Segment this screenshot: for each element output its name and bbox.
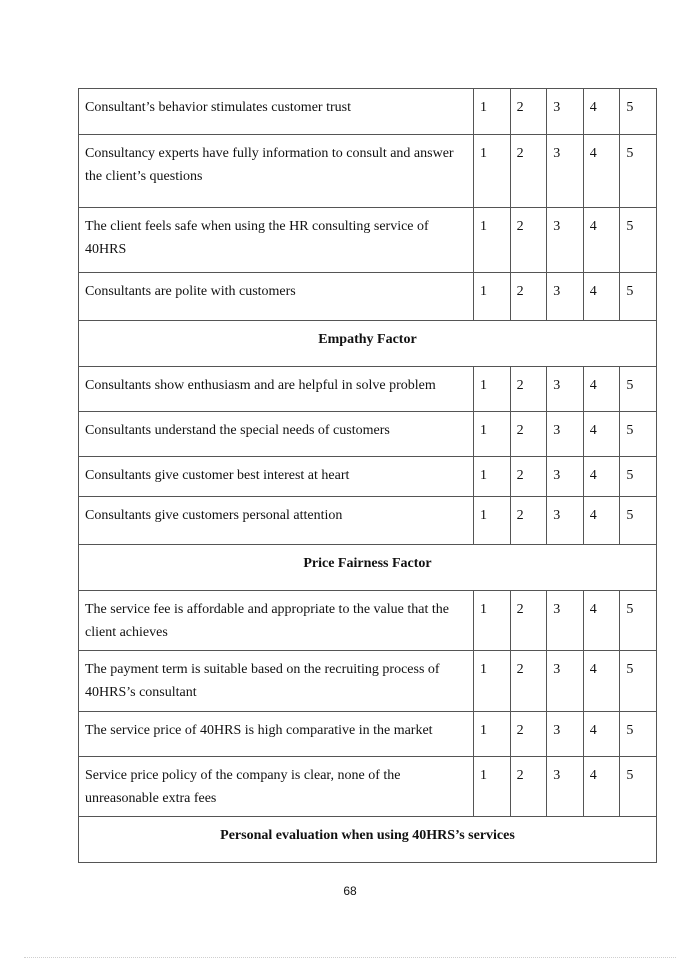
table-row	[79, 757, 657, 817]
rating-option-3: 3	[547, 651, 584, 712]
table-row	[79, 651, 657, 712]
rating-option-2: 2	[510, 273, 547, 321]
rating-option-3: 3	[547, 367, 584, 412]
statement-cell: The client feels safe when using the HR consulting service of 40HRS	[79, 208, 474, 273]
rating-option-5: 5	[620, 712, 657, 757]
section-header-row	[79, 321, 657, 367]
statement-cell: Consultant’s behavior stimulates customer trust	[79, 89, 474, 135]
statement-cell: Consultants understand the special needs of customers	[79, 412, 474, 457]
survey-table-body	[79, 89, 657, 863]
rating-option-2: 2	[510, 651, 547, 712]
rating-option-5: 5	[620, 497, 657, 545]
rating-option-5: 5	[620, 273, 657, 321]
rating-option-4: 4	[583, 208, 620, 273]
table-row	[79, 135, 657, 208]
table-row	[79, 712, 657, 757]
rating-option-1: 1	[474, 712, 511, 757]
rating-option-1: 1	[474, 497, 511, 545]
rating-option-1: 1	[474, 273, 511, 321]
rating-option-4: 4	[583, 757, 620, 817]
rating-option-2: 2	[510, 412, 547, 457]
page-edge-divider	[24, 957, 676, 958]
rating-option-4: 4	[583, 273, 620, 321]
statement-cell: The payment term is suitable based on the recruiting process of 40HRS’s consultant	[79, 651, 474, 712]
table-row	[79, 497, 657, 545]
rating-option-5: 5	[620, 757, 657, 817]
rating-option-1: 1	[474, 208, 511, 273]
rating-option-1: 1	[474, 457, 511, 497]
rating-option-4: 4	[583, 367, 620, 412]
section-title: Personal evaluation when using 40HRS’s services	[79, 817, 657, 863]
page-number: 68	[343, 884, 357, 898]
rating-option-2: 2	[510, 89, 547, 135]
likert-survey-table	[78, 88, 657, 863]
rating-option-2: 2	[510, 712, 547, 757]
rating-option-3: 3	[547, 273, 584, 321]
rating-option-5: 5	[620, 457, 657, 497]
rating-option-3: 3	[547, 412, 584, 457]
rating-option-3: 3	[547, 497, 584, 545]
statement-cell: Consultancy experts have fully information to consult and answer the client’s questions	[79, 135, 474, 208]
table-row	[79, 412, 657, 457]
rating-option-5: 5	[620, 208, 657, 273]
rating-option-4: 4	[583, 651, 620, 712]
section-title: Empathy Factor	[79, 321, 657, 367]
rating-option-5: 5	[620, 412, 657, 457]
table-row	[79, 591, 657, 651]
rating-option-4: 4	[583, 89, 620, 135]
rating-option-5: 5	[620, 651, 657, 712]
statement-cell: Consultants give customers personal attention	[79, 497, 474, 545]
rating-option-4: 4	[583, 712, 620, 757]
rating-option-1: 1	[474, 135, 511, 208]
rating-option-2: 2	[510, 757, 547, 817]
rating-option-1: 1	[474, 89, 511, 135]
rating-option-2: 2	[510, 208, 547, 273]
rating-option-3: 3	[547, 89, 584, 135]
rating-option-3: 3	[547, 135, 584, 208]
table-row	[79, 89, 657, 135]
rating-option-3: 3	[547, 712, 584, 757]
table-row	[79, 367, 657, 412]
rating-option-4: 4	[583, 412, 620, 457]
table-row	[79, 208, 657, 273]
statement-cell: Consultants show enthusiasm and are helpful in solve problem	[79, 367, 474, 412]
rating-option-4: 4	[583, 497, 620, 545]
rating-option-5: 5	[620, 367, 657, 412]
rating-option-3: 3	[547, 757, 584, 817]
rating-option-4: 4	[583, 457, 620, 497]
statement-cell: Service price policy of the company is clear, none of the unreasonable extra fees	[79, 757, 474, 817]
rating-option-2: 2	[510, 591, 547, 651]
rating-option-5: 5	[620, 591, 657, 651]
rating-option-2: 2	[510, 497, 547, 545]
rating-option-1: 1	[474, 651, 511, 712]
rating-option-2: 2	[510, 367, 547, 412]
table-row	[79, 457, 657, 497]
section-header-row	[79, 817, 657, 863]
table-row	[79, 273, 657, 321]
statement-cell: Consultants are polite with customers	[79, 273, 474, 321]
rating-option-5: 5	[620, 89, 657, 135]
rating-option-2: 2	[510, 135, 547, 208]
rating-option-1: 1	[474, 591, 511, 651]
section-title: Price Fairness Factor	[79, 545, 657, 591]
rating-option-4: 4	[583, 135, 620, 208]
rating-option-1: 1	[474, 367, 511, 412]
statement-cell: Consultants give customer best interest at heart	[79, 457, 474, 497]
rating-option-3: 3	[547, 457, 584, 497]
statement-cell: The service price of 40HRS is high comparative in the market	[79, 712, 474, 757]
rating-option-2: 2	[510, 457, 547, 497]
rating-option-1: 1	[474, 757, 511, 817]
rating-option-3: 3	[547, 208, 584, 273]
rating-option-3: 3	[547, 591, 584, 651]
rating-option-4: 4	[583, 591, 620, 651]
section-header-row	[79, 545, 657, 591]
rating-option-5: 5	[620, 135, 657, 208]
rating-option-1: 1	[474, 412, 511, 457]
statement-cell: The service fee is affordable and appropriate to the value that the client achieves	[79, 591, 474, 651]
